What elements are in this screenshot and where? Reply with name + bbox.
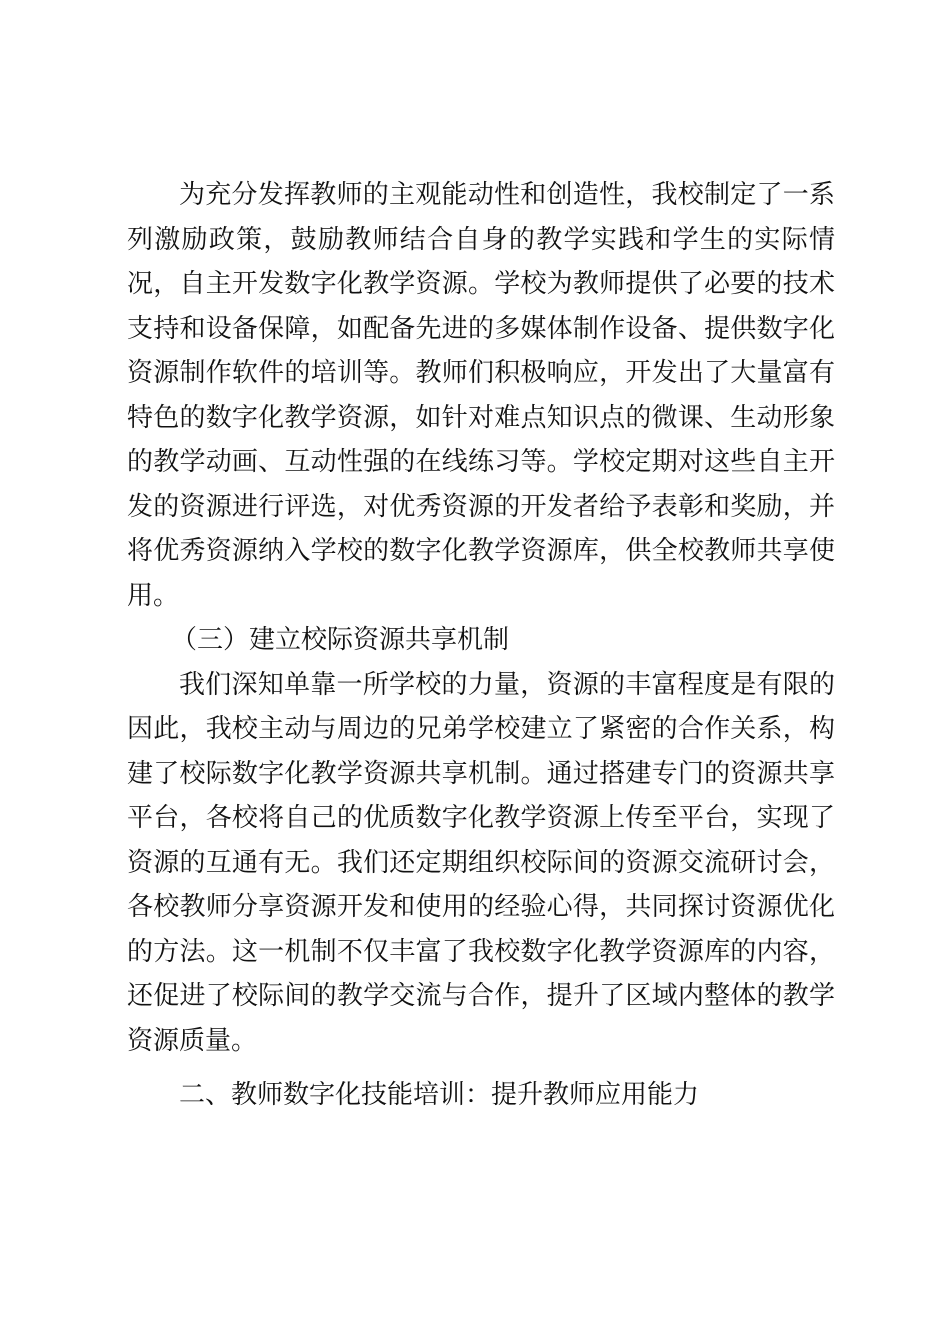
- body-paragraph: 我们深知单靠一所学校的力量，资源的丰富程度是有限的因此，我校主动与周边的兄弟学校建立了紧密的合作关系，构建了校际数字化教学资源共享机制。通过搭建专门的资源共享平台，各校将自己的优质数字化教学资源上传至平台，实现了资源的互通有无。我们还定期组织校际间的资源交流研讨会，各校教师分享资源开发和使用的经验心得，共同探讨资源优化的方法。这一机制不仅丰富了我校数字化教学资源库的内容，还促进了校际间的教学交流与合作，提升了区域内整体的教学资源质量。: [127, 669, 835, 1056]
- section-heading: （三）建立校际资源共享机制: [171, 625, 510, 655]
- body-paragraph: 为充分发挥教师的主观能动性和创造性，我校制定了一系列激励政策，鼓励教师结合自身的教学实践和学生的实际情况，自主开发数字化教学资源。学校为教师提供了必要的技术支持和设备保障，如配备先进的多媒体制作设备、提供数字化资源制作软件的培训等。教师们积极响应，开发出了大量富有特色的数字化教学资源，如针对难点知识点的微课、生动形象的教学动画、互动性强的在线练习等。学校定期对这些自主开发的资源进行评选，对优秀资源的开发者给予表彰和奖励，并将优秀资源纳入学校的数字化教学资源库，供全校教师共享使用。: [127, 180, 835, 611]
- chapter-heading: 二、教师数字化技能培训：提升教师应用能力: [179, 1080, 700, 1110]
- document-body: [127, 173, 835, 1118]
